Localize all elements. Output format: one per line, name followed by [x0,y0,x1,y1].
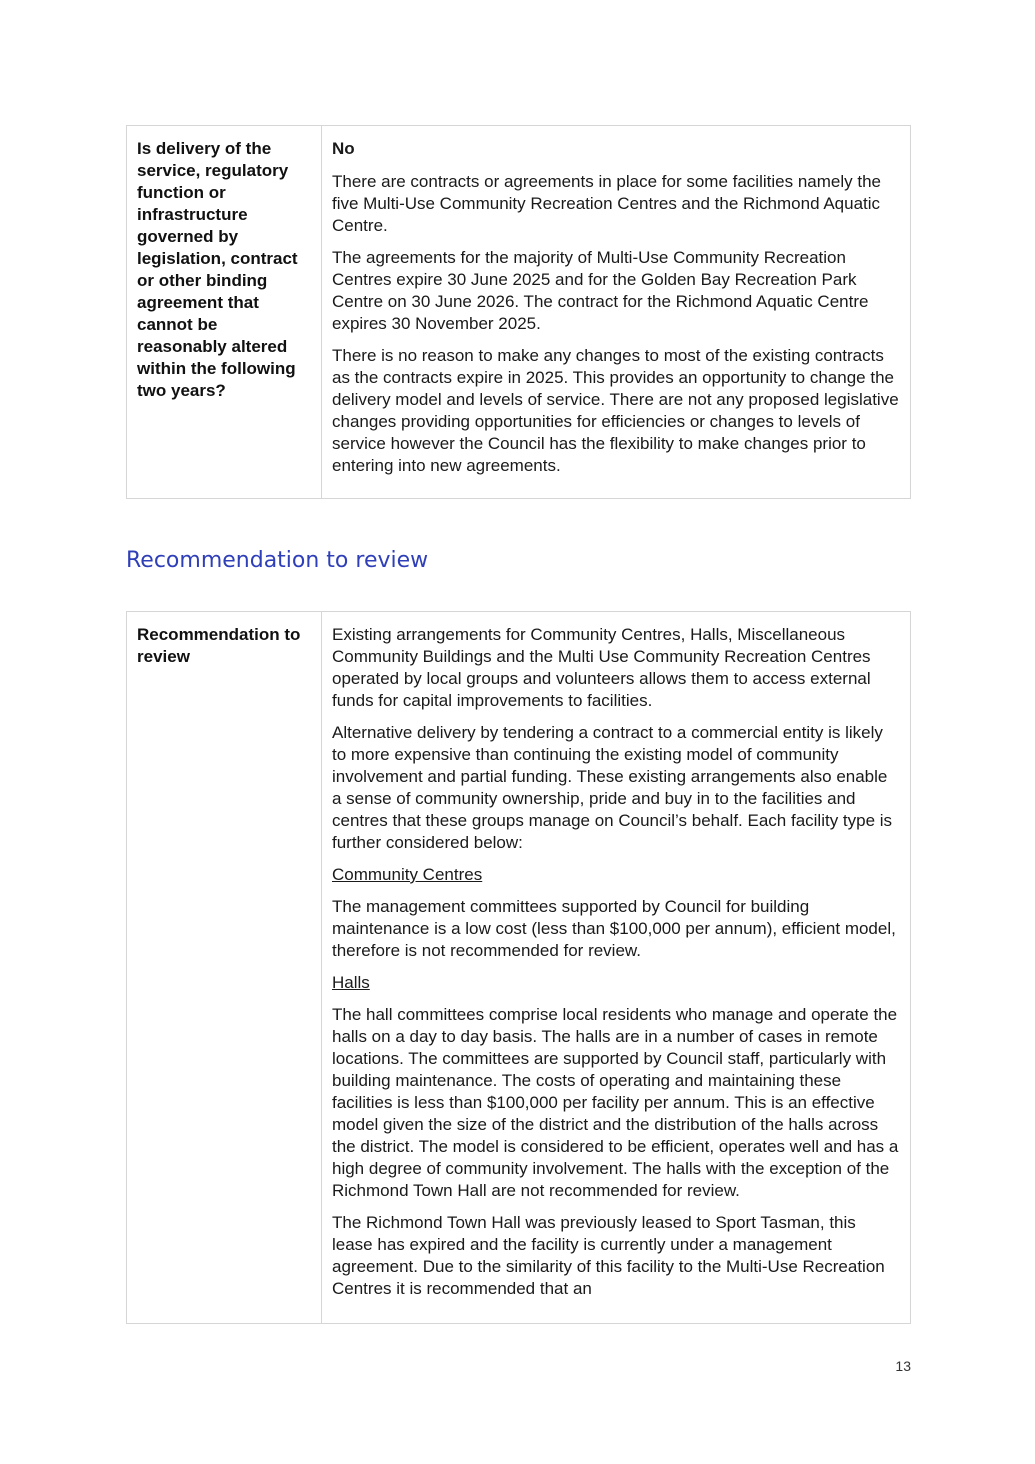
section-heading: Recommendation to review [126,548,429,573]
legislation-table [126,125,911,499]
subheading-community-centres: Community Centres [332,865,483,884]
paragraph: Existing arrangements for Community Centres, Halls, Miscellaneous Community Buildings and the Multi Use Community Recreation Centres operated by local groups and volunteers allows them to access external funds for capital improvements to facilities. [332,625,871,710]
legislation-question-cell: Is delivery of the service, regulatory function or infrastructure governed by legislation, contract or other binding agreement that cannot be reasonably altered within the following two years? [127,126,322,498]
recommendation-label-cell: Recommendation to review [127,612,322,1323]
recommendation-table [126,611,911,1324]
paragraph: There are contracts or agreements in place for some facilities namely the five Multi-Use Community Recreation Centres and the Richmond Aquatic Centre. [332,172,881,235]
page-number: 13 [895,1358,911,1374]
legislation-answer-cell [322,126,910,498]
subheading-halls: Halls [332,973,370,992]
paragraph: The management committees supported by Council for building maintenance is a low cost (less than $100,000 per annum), efficient model, therefore is not recommended for review. [332,897,896,960]
paragraph: There is no reason to make any changes to most of the existing contracts as the contracts expire in 2025. This provides an opportunity to change the delivery model and levels of service. There are not any proposed legislative changes providing opportunities for efficiencies or changes to levels of service however the Council has the flexibility to make changes prior to entering into new agreements. [332,346,899,475]
paragraph: Alternative delivery by tendering a contract to a commercial entity is likely to more expensive than continuing the existing model of community involvement and partial funding. These existing arrangements also enable a sense of community ownership, pride and buy in to the facilities and centres that these groups manage on Council’s behalf. Each facility type is further considered below: [332,723,893,852]
paragraph: The Richmond Town Hall was previously leased to Sport Tasman, this lease has expired and the facility is currently under a management agreement. Due to the similarity of this facility to the Multi-Use Recreation Centres it is recommended that an [332,1213,885,1298]
recommendation-content-cell [322,612,910,1323]
answer-text: No [332,139,355,158]
paragraph: The hall committees comprise local residents who manage and operate the halls on a day to day basis. The halls are in a number of cases in remote locations. The committees are supported by Council staff, particularly with building maintenance. The costs of operating and maintaining these facilities is less than $100,000 per facility per annum. This is an effective model given the size of the district and the distribution of the halls across the district. The model is considered to be efficient, operates well and has a high degree of community involvement. The halls with the exception of the Richmond Town Hall are not recommended for review. [332,1005,899,1200]
paragraph: The agreements for the majority of Multi-Use Community Recreation Centres expire 30 June 2025 and for the Golden Bay Recreation Park Centre on 30 June 2026. The contract for the Richmond Aquatic Centre expires 30 November 2025. [332,248,869,333]
